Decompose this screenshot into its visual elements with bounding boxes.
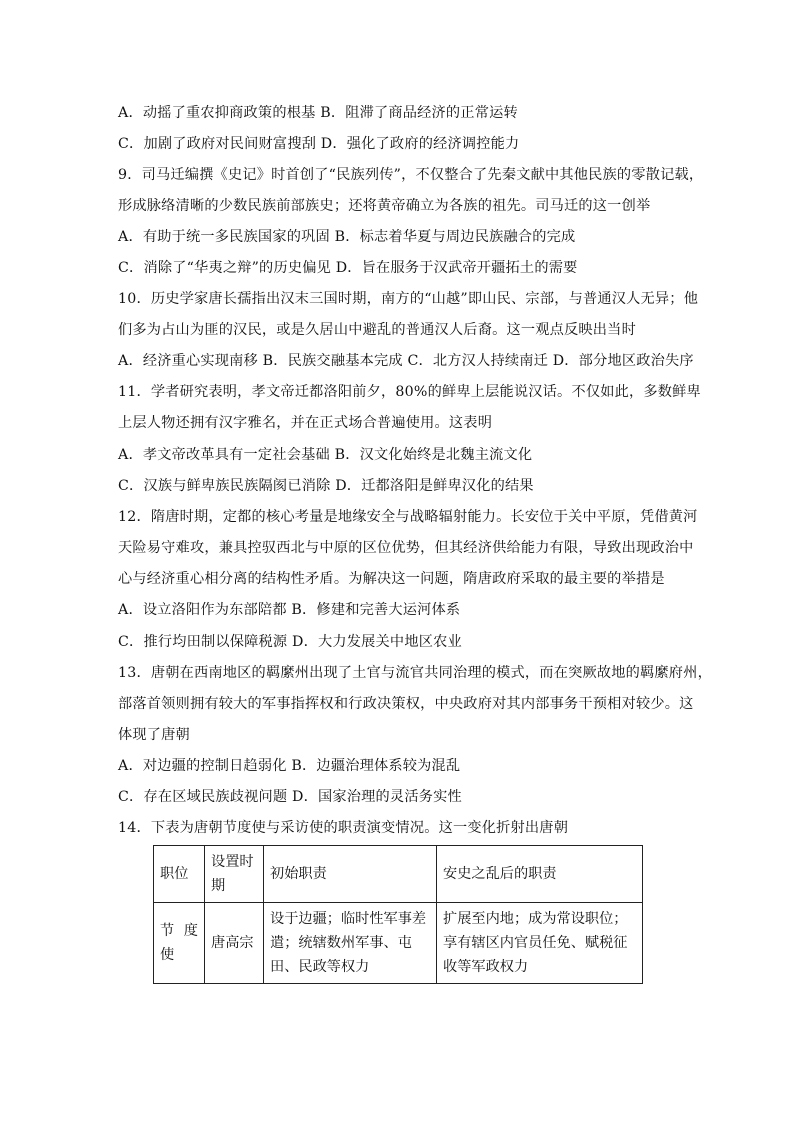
q9-stem-line1: 9．司马迁编撰《史记》时首创了“民族列传”，不仅整合了先秦文献中其他民族的零散记载，	[118, 167, 704, 183]
q12-stem-line3: 心与经济重心相分离的结构性矛盾。为解决这一问题，隋唐政府采取的最主要的举措是	[118, 571, 665, 587]
table-header-cell: 职位	[154, 846, 205, 903]
q11-options-cd: C．汉族与鲜卑族民族隔阂已消除 D．迁都洛阳是鲜卑汉化的结果	[118, 478, 534, 494]
table-cell: 节度使	[154, 903, 205, 984]
table-cell: 设于边疆；临时性军事差遣；统辖数州军事、屯田、民政等权力	[264, 903, 437, 984]
q10-options: A．经济重心实现南移 B．民族交融基本完成 C．北方汉人持续南迁 D．部分地区政治失序	[118, 353, 694, 369]
q14-table	[153, 845, 643, 984]
table-header-row	[154, 846, 643, 903]
table-header-cell: 初始职责	[264, 846, 437, 903]
q8-options-cd: C．加剧了政府对民间财富搜刮 D．强化了政府的经济调控能力	[118, 136, 520, 152]
q11-stem-line2: 上层人物还拥有汉字雅名，并在正式场合普遍使用。这表明	[118, 415, 493, 431]
q10-stem-line2: 们多为占山为匪的汉民，或是久居山中避乱的普通汉人后裔。这一观点反映出当时	[118, 322, 636, 338]
table-header-cell: 设置时期	[205, 846, 264, 903]
table-cell: 扩展至内地；成为常设职位；享有辖区内官员任免、赋税征收等军政权力	[437, 903, 643, 984]
q12-options-ab: A．设立洛阳作为东部陪都 B．修建和完善大运河体系	[118, 602, 461, 618]
q13-stem-line1: 13．唐朝在西南地区的羁縻州出现了土官与流官共同治理的模式，而在突厥故地的羁縻府州，	[118, 665, 712, 681]
q13-stem-line3: 体现了唐朝	[118, 727, 190, 743]
q13-options-ab: A．对边疆的控制日趋弱化 B．边疆治理体系较为混乱	[118, 758, 461, 774]
table-header-cell: 安史之乱后的职责	[437, 846, 643, 903]
q12-stem-line1: 12．隋唐时期，定都的核心考量是地缘安全与战略辐射能力。长安位于关中平原，凭借黄河	[118, 509, 698, 525]
q14-stem: 14．下表为唐朝节度使与采访使的职责演变情况。这一变化折射出唐朝	[118, 820, 569, 836]
table-row	[154, 903, 643, 984]
table-cell: 唐高宗	[205, 903, 264, 984]
q8-options-ab: A．动摇了重农抑商政策的根基 B．阻滞了商品经济的正常运转	[118, 105, 518, 121]
q10-stem-line1: 10．历史学家唐长孺指出汉末三国时期，南方的“山越”即山民、宗部，与普通汉人无异；他	[118, 291, 699, 307]
q13-stem-line2: 部落首领则拥有较大的军事指挥权和行政决策权，中央政府对其内部事务干预相对较少。这	[118, 696, 694, 712]
q9-options-cd: C．消除了“华夷之辩”的历史偏见 D．旨在服务于汉武帝开疆拓土的需要	[118, 260, 578, 276]
q12-stem-line2: 天险易守难攻，兼具控驭西北与中原的区位优势，但其经济供给能力有限，导致出现政治中	[118, 540, 694, 556]
q9-stem-line2: 形成脉络清晰的少数民族前部族史；还将黄帝确立为各族的祖先。司马迁的这一创举	[118, 198, 651, 214]
q12-options-cd: C．推行均田制以保障税源 D．大力发展关中地区农业	[118, 634, 462, 650]
q9-options-ab: A．有助于统一多民族国家的巩固 B．标志着华夏与周边民族融合的完成	[118, 229, 576, 245]
q11-stem-line1: 11．学者研究表明，孝文帝迁都洛阳前夕，80%的鲜卑上层能说汉话。不仅如此，多数鲜卑	[118, 384, 701, 400]
q11-options-ab: A．孝文帝改革具有一定社会基础 B．汉文化始终是北魏主流文化	[118, 447, 533, 463]
q13-options-cd: C．存在区域民族歧视问题 D．国家治理的灵活务实性	[118, 789, 462, 805]
